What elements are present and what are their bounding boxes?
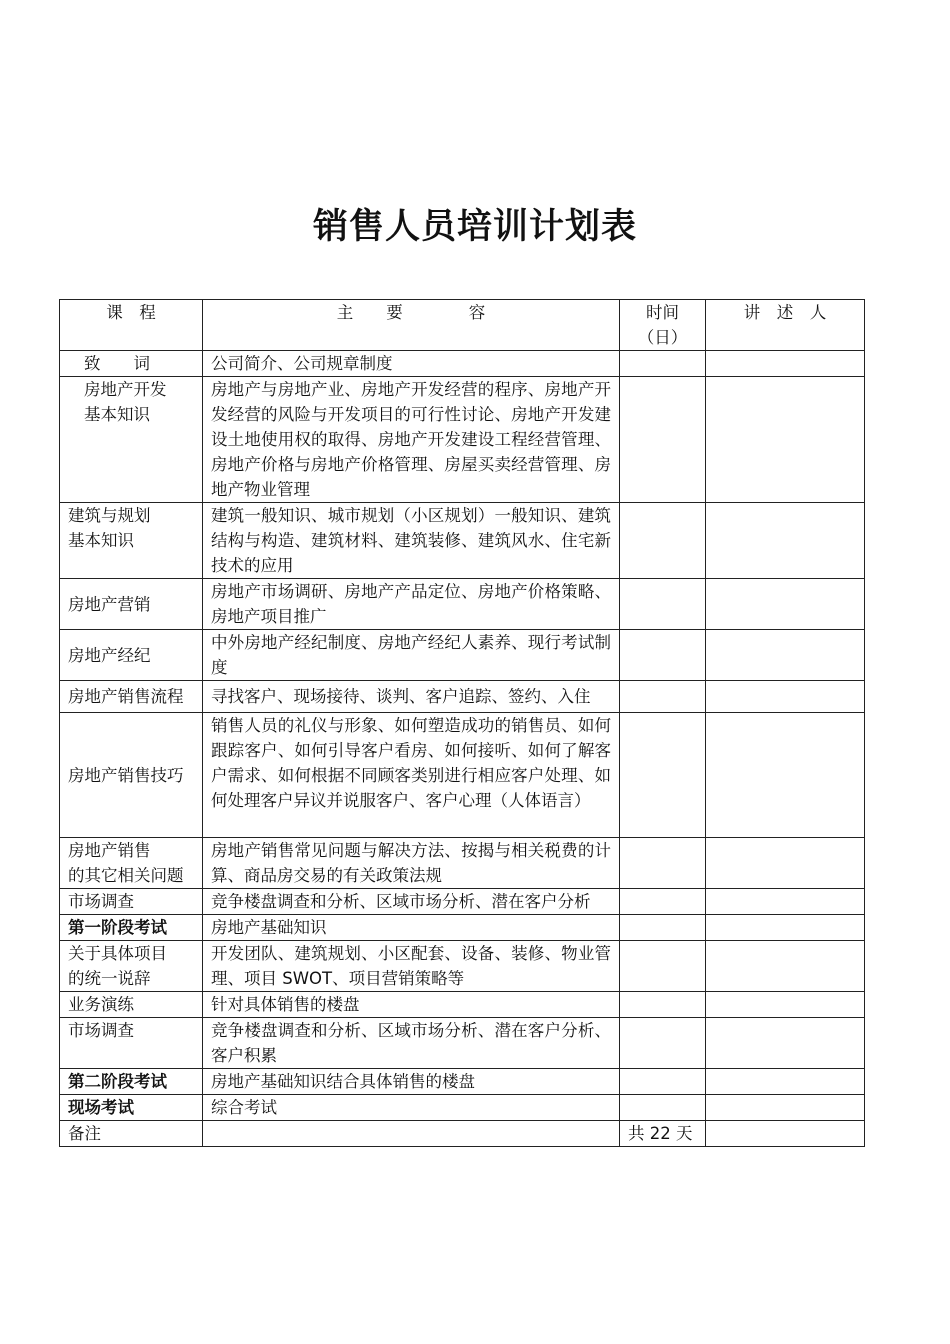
content-cell	[203, 1121, 620, 1147]
table-row	[60, 941, 865, 992]
table-row	[60, 681, 865, 713]
lecturer-cell	[706, 992, 865, 1018]
time-cell	[620, 503, 706, 579]
content-cell: 中外房地产经纪制度、房地产经纪人素养、现行考试制度	[203, 630, 620, 681]
table-row	[60, 1069, 865, 1095]
table-row	[60, 630, 865, 681]
content-cell: 竞争楼盘调查和分析、区域市场分析、潜在客户分析	[203, 889, 620, 915]
course-cell: 建筑与规划 基本知识	[60, 503, 203, 579]
course-cell: 致 词	[60, 351, 203, 377]
lecturer-cell	[706, 713, 865, 838]
table-row	[60, 1095, 865, 1121]
course-cell: 备注	[60, 1121, 203, 1147]
time-cell	[620, 1018, 706, 1069]
content-cell: 开发团队、建筑规划、小区配套、设备、装修、物业管理、项目 SWOT、项目营销策略等	[203, 941, 620, 992]
course-cell: 市场调查	[60, 1018, 203, 1069]
time-cell	[620, 351, 706, 377]
course-cell: 房地产经纪	[60, 630, 203, 681]
header-lecturer: 讲 述 人	[706, 300, 865, 351]
time-cell	[620, 681, 706, 713]
table-row	[60, 503, 865, 579]
header-course: 课 程	[60, 300, 203, 351]
time-cell	[620, 992, 706, 1018]
table-row	[60, 377, 865, 503]
time-cell	[620, 579, 706, 630]
content-cell: 公司简介、公司规章制度	[203, 351, 620, 377]
course-cell: 市场调查	[60, 889, 203, 915]
lecturer-cell	[706, 579, 865, 630]
course-cell: 房地产销售流程	[60, 681, 203, 713]
course-cell: 业务演练	[60, 992, 203, 1018]
content-cell: 竞争楼盘调查和分析、区域市场分析、潜在客户分析、客户积累	[203, 1018, 620, 1069]
page-title: 销售人员培训计划表	[312, 207, 637, 247]
content-cell: 建筑一般知识、城市规划（小区规划）一般知识、建筑结构与构造、建筑材料、建筑装修、建筑风水、住宅新技术的应用	[203, 503, 620, 579]
lecturer-cell	[706, 681, 865, 713]
time-cell	[620, 1095, 706, 1121]
time-cell	[620, 838, 706, 889]
course-cell: 房地产开发 基本知识	[60, 377, 203, 503]
lecturer-cell	[706, 377, 865, 503]
content-cell: 寻找客户、现场接待、谈判、客户追踪、签约、入住	[203, 681, 620, 713]
lecturer-cell	[706, 351, 865, 377]
lecturer-cell	[706, 1095, 865, 1121]
content-cell: 房地产基础知识结合具体销售的楼盘	[203, 1069, 620, 1095]
table-row	[60, 992, 865, 1018]
lecturer-cell	[706, 915, 865, 941]
content-cell: 综合考试	[203, 1095, 620, 1121]
course-cell: 现场考试	[60, 1095, 203, 1121]
course-cell: 第一阶段考试	[60, 915, 203, 941]
lecturer-cell	[706, 838, 865, 889]
table-row	[60, 351, 865, 377]
table-row	[60, 889, 865, 915]
training-plan-table	[59, 299, 865, 1147]
course-cell: 第二阶段考试	[60, 1069, 203, 1095]
lecturer-cell	[706, 630, 865, 681]
course-cell: 房地产营销	[60, 579, 203, 630]
course-cell: 房地产销售技巧	[60, 713, 203, 838]
table-row	[60, 1018, 865, 1069]
table-row	[60, 1121, 865, 1147]
course-cell: 房地产销售 的其它相关问题	[60, 838, 203, 889]
lecturer-cell	[706, 889, 865, 915]
time-cell	[620, 889, 706, 915]
header-content: 主 要 容	[203, 300, 620, 351]
header-time: 时间 （日）	[620, 300, 706, 351]
content-cell: 针对具体销售的楼盘	[203, 992, 620, 1018]
time-cell	[620, 941, 706, 992]
time-cell	[620, 713, 706, 838]
lecturer-cell	[706, 941, 865, 992]
table-header-row	[60, 300, 865, 351]
time-cell	[620, 377, 706, 503]
course-cell: 关于具体项目 的统一说辞	[60, 941, 203, 992]
time-cell	[620, 1069, 706, 1095]
table-row	[60, 713, 865, 838]
lecturer-cell	[706, 1069, 865, 1095]
content-cell: 房地产销售常见问题与解决方法、按揭与相关税费的计算、商品房交易的有关政策法规	[203, 838, 620, 889]
content-cell: 销售人员的礼仪与形象、如何塑造成功的销售员、如何跟踪客户、如何引导客户看房、如何接听、如何了解客户需求、如何根据不同顾客类别进行相应客户处理、如何处理客户异议并说服客户、客户心理（人体语言）	[203, 713, 620, 838]
content-cell: 房地产市场调研、房地产产品定位、房地产价格策略、房地产项目推广	[203, 579, 620, 630]
table-row	[60, 838, 865, 889]
time-cell: 共 22 天	[620, 1121, 706, 1147]
lecturer-cell	[706, 1121, 865, 1147]
time-cell	[620, 915, 706, 941]
table-row	[60, 579, 865, 630]
time-cell	[620, 630, 706, 681]
content-cell: 房地产与房地产业、房地产开发经营的程序、房地产开发经营的风险与开发项目的可行性讨论、房地产开发建设土地使用权的取得、房地产开发建设工程经营管理、房地产价格与房地产价格管理、房屋买卖经营管理、房地产物业管理	[203, 377, 620, 503]
content-cell: 房地产基础知识	[203, 915, 620, 941]
lecturer-cell	[706, 1018, 865, 1069]
lecturer-cell	[706, 503, 865, 579]
table-row	[60, 915, 865, 941]
